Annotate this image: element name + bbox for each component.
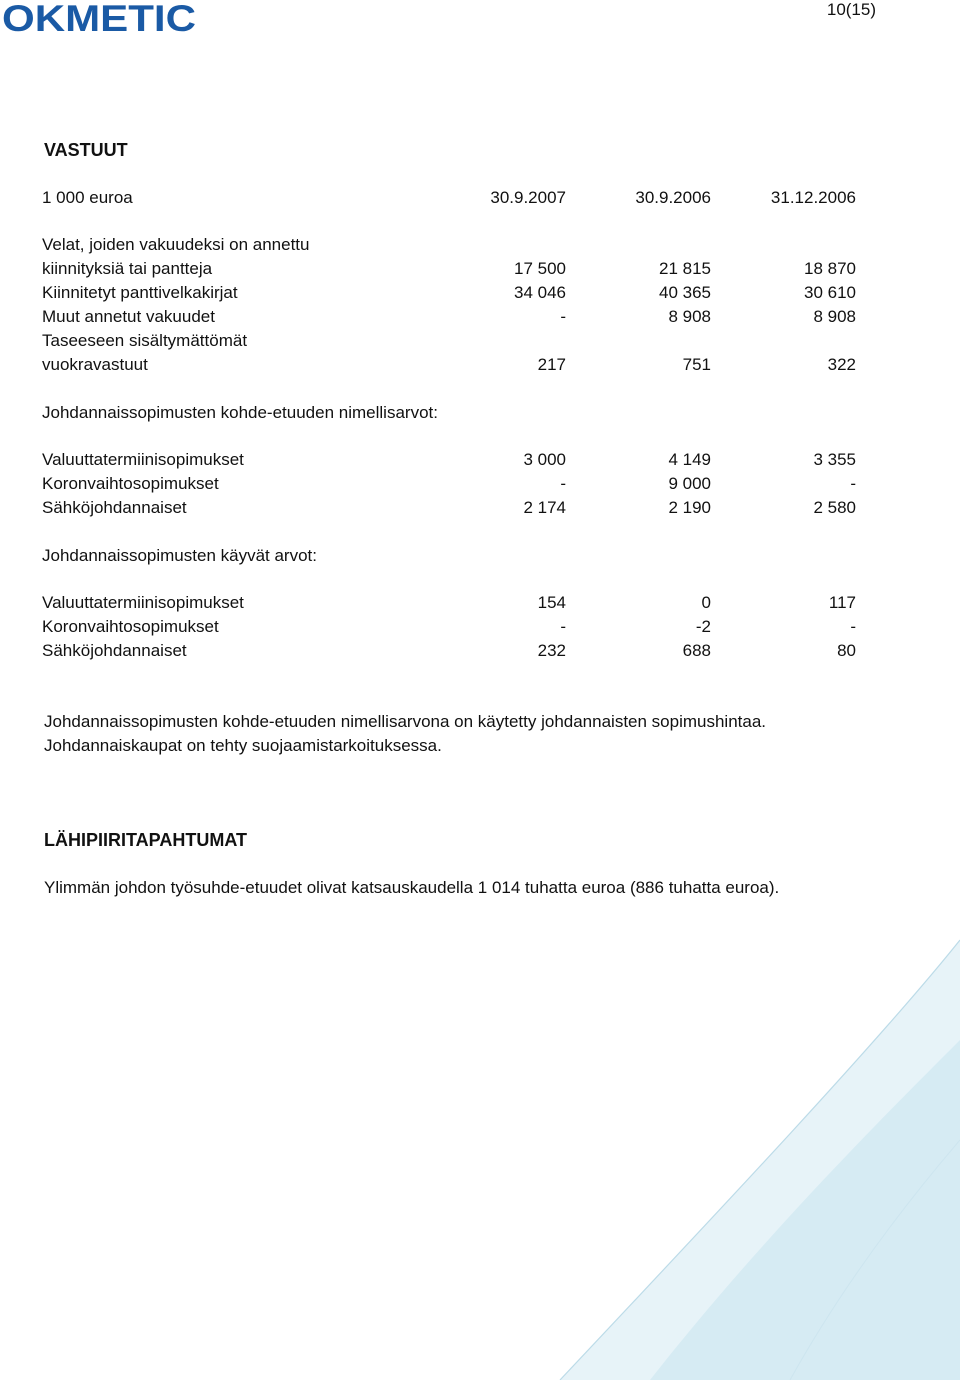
pledges-intro: Velat, joiden vakuudeksi on annettu bbox=[42, 235, 310, 254]
column-header-3: 31.12.2006 bbox=[770, 188, 856, 207]
section-title-related-party: LÄHIPIIRITAPAHTUMAT bbox=[44, 830, 247, 850]
table-row: kiinnityksiä tai pantteja 17 500 21 815 18 870 bbox=[42, 259, 856, 278]
lease-label: Taseeseen sisältymättömät bbox=[42, 331, 248, 350]
table-row: Sähköjohdannaiset 2 174 2 190 2 580 bbox=[42, 498, 856, 517]
unit-label: 1 000 euroa bbox=[42, 188, 133, 207]
table-row: Valuuttatermiinisopimukset 3 000 4 149 3 355 bbox=[42, 450, 856, 469]
table-row: Sähköjohdannaiset 232 688 80 bbox=[42, 641, 856, 660]
related-party-text: Ylimmän johdon työsuhde-etuudet olivat katsauskaudella 1 014 tuhatta euroa (886 tuhatta euroa). bbox=[44, 878, 780, 897]
table-row: Koronvaihtosopimukset - 9 000 - bbox=[42, 474, 856, 493]
column-header-1: 30.9.2007 bbox=[490, 188, 566, 207]
okmetic-logo bbox=[2, 0, 198, 34]
table-row: Koronvaihtosopimukset - -2 - bbox=[42, 617, 856, 636]
table-row: vuokravastuut 217 751 322 bbox=[42, 355, 856, 374]
table-row: Valuuttatermiinisopimukset 154 0 117 bbox=[42, 593, 856, 612]
note-paragraph bbox=[44, 710, 904, 758]
note-line-2: Johdannaiskaupat on tehty suojaamistarkoituksessa. bbox=[44, 736, 442, 755]
subsection-title-fair-values: Johdannaissopimusten käyvät arvot: bbox=[42, 546, 317, 565]
logo-text: OKMETIC bbox=[2, 0, 196, 34]
note-line-1: Johdannaissopimusten kohde-etuuden nimellisarvona on käytetty johdannaisten sopimushintaa. bbox=[44, 712, 767, 731]
column-header-2: 30.9.2006 bbox=[635, 188, 711, 207]
column-header-row bbox=[42, 186, 856, 210]
section-title-vastuut: VASTUUT bbox=[44, 140, 128, 160]
subsection-title-nominal: Johdannaissopimusten kohde-etuuden nimellisarvot: bbox=[42, 403, 438, 422]
table-row: Muut annetut vakuudet - 8 908 8 908 bbox=[42, 307, 856, 326]
table-row: Kiinnitetyt panttivelkakirjat 34 046 40 365 30 610 bbox=[42, 283, 856, 302]
page-number: 10(15) bbox=[826, 0, 876, 19]
